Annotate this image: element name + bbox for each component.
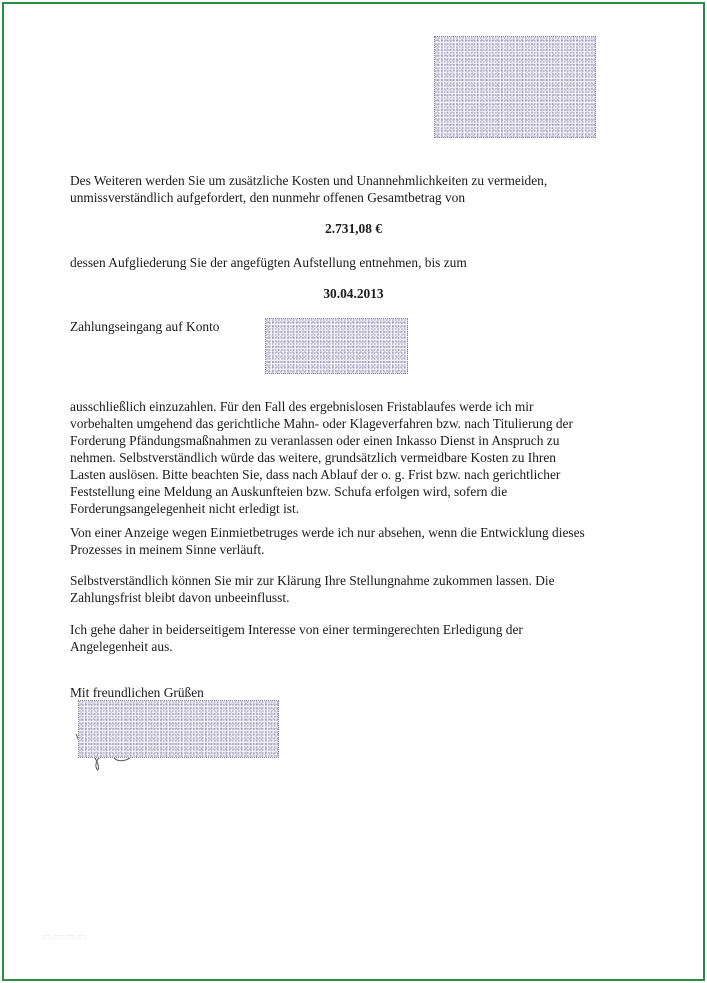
text-line: Forderungsangelegenheit nicht erledigt ist. <box>70 501 300 516</box>
faint-watermark: ▭▭▭▭ <box>42 931 88 943</box>
redacted-address-block <box>434 36 596 138</box>
text-line: nehmen. Selbstverständlich würde das weitere, grundsätzlich vermeidbare Kosten zu Ihren <box>70 450 556 465</box>
account-label: Zahlungseingang auf Konto <box>70 319 220 334</box>
closing-greeting: Mit freundlichen Grüßen <box>70 685 204 700</box>
text-line: Lasten auslösen. Bitte beachten Sie, dass nach Ablauf der o. g. Frist bzw. nach gerichtlicher <box>70 467 561 482</box>
paragraph-additional-costs <box>70 172 630 206</box>
text-line: Feststellung eine Meldung an Auskunfteien bzw. Schufa erfolgen wird, sofern die <box>70 484 508 499</box>
text-line: Des Weiteren werden Sie um zusätzliche Kosten und Unannehmlichkeiten zu vermeiden, <box>70 173 548 188</box>
total-amount: 2.731,08 € <box>325 221 382 236</box>
paragraph-statement <box>70 572 630 606</box>
text-line: Prozesses in meinem Sinne verläuft. <box>70 542 265 557</box>
paragraph-expectation <box>70 621 630 655</box>
text-line: Forderung Pfändungsmaßnahmen zu veranlassen oder einen Inkasso Dienst in Anspruch zu <box>70 433 560 448</box>
text-line: unmissverständlich aufgefordert, den nunmehr offenen Gesamtbetrag von <box>70 190 466 205</box>
text-line: Angelegenheit aus. <box>70 639 173 654</box>
text-line: Selbstverständlich können Sie mir zur Klärung Ihre Stellungnahme zukommen lassen. Die <box>70 573 555 588</box>
text-line: Ich gehe daher in beiderseitigem Interesse von einer termingerechten Erledigung der <box>70 622 523 637</box>
due-date: 30.04.2013 <box>323 286 384 301</box>
text-line: vorbehalten umgehend das gerichtliche Mahn- oder Klageverfahren bzw. nach Titulierung der <box>70 416 573 431</box>
redacted-signature <box>78 700 279 758</box>
text-line: Von einer Anzeige wegen Einmietbetruges werde ich nur absehen, wenn die Entwicklung dieses <box>70 525 585 540</box>
redacted-account-number <box>265 318 408 374</box>
text-line: ausschließlich einzuzahlen. Für den Fall des ergebnislosen Fristablaufes werde ich mir <box>70 399 534 414</box>
paragraph-breakdown <box>70 254 630 271</box>
text-line: Zahlungsfrist bleibt davon unbeeinflusst. <box>70 590 290 605</box>
text-line: dessen Aufgliederung Sie der angefügten Aufstellung entnehmen, bis zum <box>70 255 467 270</box>
paragraph-legal-consequences <box>70 398 630 517</box>
paragraph-complaint <box>70 524 630 558</box>
